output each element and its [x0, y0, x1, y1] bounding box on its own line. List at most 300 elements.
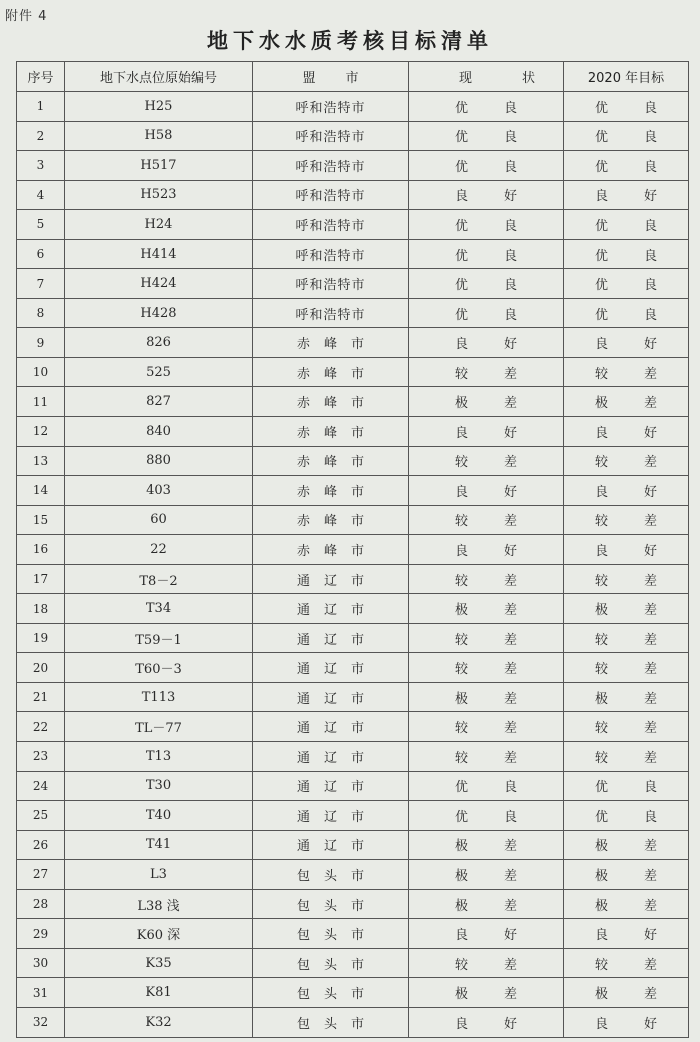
- cell-city: 呼和浩特市: [295, 100, 366, 116]
- cell-city-wrap: [253, 594, 409, 624]
- cell-status: [409, 446, 564, 476]
- cell-target-char: 差: [644, 987, 658, 1003]
- cell-target: [564, 682, 689, 712]
- cell-status-char: 良: [454, 425, 468, 441]
- cell-target: [564, 180, 689, 210]
- cell-no: 11: [17, 387, 65, 417]
- cell-target: [564, 505, 689, 535]
- cell-target-char: 差: [644, 632, 658, 648]
- cell-target-char: 较: [594, 455, 608, 471]
- cell-status: [409, 682, 564, 712]
- cell-city: 赤峰市: [296, 514, 378, 530]
- cell-city-wrap: [253, 446, 409, 476]
- cell-status-char: 良: [454, 337, 468, 353]
- cell-no: 20: [17, 653, 65, 683]
- table-row: [17, 919, 689, 949]
- cell-city: 通辽市: [296, 809, 378, 825]
- table-row: [17, 978, 689, 1008]
- cell-city-wrap: [253, 1007, 409, 1037]
- cell-no: 7: [17, 269, 65, 299]
- table-row: [17, 446, 689, 476]
- cell-target: [564, 1007, 689, 1037]
- cell-status-char: 优: [454, 780, 468, 796]
- cell-status-char: 优: [454, 100, 468, 116]
- cell-city-wrap: [253, 623, 409, 653]
- cell-status-char: 好: [504, 189, 518, 205]
- cell-status-char: 良: [504, 100, 518, 116]
- cell-city-wrap: [253, 978, 409, 1008]
- cell-city: 通辽市: [296, 632, 378, 648]
- cell-status-char: 优: [454, 159, 468, 175]
- cell-target-char: 良: [594, 425, 608, 441]
- cell-status: [409, 742, 564, 772]
- cell-code: H24: [65, 210, 253, 240]
- cell-code: L38 浅: [65, 889, 253, 919]
- cell-target: [564, 594, 689, 624]
- cell-target-char: 极: [594, 396, 608, 412]
- table-row: [17, 328, 689, 358]
- cell-city: 赤峰市: [296, 366, 378, 382]
- cell-status: [409, 653, 564, 683]
- cell-city-wrap: [253, 682, 409, 712]
- cell-target-char: 较: [594, 632, 608, 648]
- cell-no: 1: [17, 92, 65, 122]
- cell-status: [409, 357, 564, 387]
- cell-city: 赤峰市: [296, 337, 378, 353]
- cell-target: [564, 269, 689, 299]
- cell-city-wrap: [253, 742, 409, 772]
- cell-status-char: 良: [504, 248, 518, 264]
- cell-status: [409, 417, 564, 447]
- cell-status: [409, 505, 564, 535]
- cell-target-char: 优: [594, 100, 608, 116]
- cell-status-char: 差: [504, 662, 518, 678]
- cell-target: [564, 978, 689, 1008]
- cell-target-char: 差: [644, 868, 658, 884]
- cell-status-char: 差: [504, 898, 518, 914]
- cell-status-char: 良: [504, 809, 518, 825]
- cell-city-wrap: [253, 889, 409, 919]
- cell-target: [564, 623, 689, 653]
- cell-code: T8－2: [65, 564, 253, 594]
- cell-code: T13: [65, 742, 253, 772]
- cell-city-wrap: [253, 653, 409, 683]
- cell-status-char: 良: [504, 780, 518, 796]
- cell-status: [409, 948, 564, 978]
- cell-code: TL－77: [65, 712, 253, 742]
- table-row: [17, 860, 689, 890]
- cell-target-char: 差: [644, 750, 658, 766]
- cell-code: T34: [65, 594, 253, 624]
- table-row: [17, 357, 689, 387]
- cell-status-char: 差: [504, 514, 518, 530]
- cell-city: 呼和浩特市: [295, 130, 366, 146]
- cell-status-char: 良: [454, 189, 468, 205]
- cell-city: 赤峰市: [296, 396, 378, 412]
- table-row: [17, 742, 689, 772]
- cell-no: 6: [17, 239, 65, 269]
- cell-status: [409, 210, 564, 240]
- cell-no: 25: [17, 801, 65, 831]
- cell-city: 通辽市: [296, 691, 378, 707]
- cell-city-wrap: [253, 535, 409, 565]
- cell-status-char: 极: [454, 691, 468, 707]
- cell-city-wrap: [253, 830, 409, 860]
- cell-target: [564, 801, 689, 831]
- cell-city-wrap: [253, 239, 409, 269]
- cell-target-char: 良: [644, 780, 658, 796]
- cell-status-char: 好: [504, 1016, 518, 1032]
- cell-city: 包头市: [296, 1016, 378, 1032]
- cell-status-char: 极: [454, 603, 468, 619]
- cell-target-char: 良: [644, 809, 658, 825]
- cell-target-char: 好: [644, 425, 658, 441]
- cell-target-char: 优: [594, 130, 608, 146]
- cell-target: [564, 564, 689, 594]
- cell-status-char: 差: [504, 603, 518, 619]
- cell-status-char: 较: [454, 750, 468, 766]
- cell-code: 840: [65, 417, 253, 447]
- cell-status: [409, 860, 564, 890]
- cell-code: 60: [65, 505, 253, 535]
- cell-target-char: 好: [644, 484, 658, 500]
- cell-status-char: 好: [504, 928, 518, 944]
- header-no: 序号: [17, 62, 65, 92]
- cell-target-char: 差: [644, 603, 658, 619]
- table-row: [17, 682, 689, 712]
- cell-city-wrap: [253, 564, 409, 594]
- groundwater-target-table: [16, 61, 689, 1038]
- cell-status-char: 较: [454, 573, 468, 589]
- table-row: [17, 564, 689, 594]
- table-row: [17, 830, 689, 860]
- cell-no: 15: [17, 505, 65, 535]
- table-row: [17, 151, 689, 181]
- cell-target: [564, 889, 689, 919]
- cell-target-char: 优: [594, 159, 608, 175]
- cell-city-wrap: [253, 269, 409, 299]
- cell-status-char: 差: [504, 632, 518, 648]
- cell-status-char: 好: [504, 425, 518, 441]
- cell-target-char: 良: [644, 159, 658, 175]
- cell-status: [409, 712, 564, 742]
- cell-target-char: 良: [594, 337, 608, 353]
- cell-target-char: 差: [644, 573, 658, 589]
- cell-target: [564, 239, 689, 269]
- cell-status: [409, 978, 564, 1008]
- cell-target: [564, 742, 689, 772]
- cell-city: 通辽市: [296, 573, 378, 589]
- cell-city: 呼和浩特市: [295, 218, 366, 234]
- cell-target: [564, 653, 689, 683]
- cell-status: [409, 328, 564, 358]
- cell-status-char: 好: [504, 337, 518, 353]
- cell-status-char: 差: [504, 868, 518, 884]
- cell-target-char: 差: [644, 898, 658, 914]
- cell-city: 通辽市: [296, 721, 378, 737]
- cell-no: 2: [17, 121, 65, 151]
- table-row: [17, 771, 689, 801]
- cell-no: 4: [17, 180, 65, 210]
- cell-status-char: 良: [504, 307, 518, 323]
- cell-status-char: 优: [454, 809, 468, 825]
- cell-status-char: 差: [504, 957, 518, 973]
- cell-target-char: 极: [594, 839, 608, 855]
- document-title: 地下水水质考核目标清单: [207, 29, 493, 53]
- table-row: [17, 239, 689, 269]
- cell-status: [409, 298, 564, 328]
- cell-city: 赤峰市: [296, 543, 378, 559]
- cell-code: H517: [65, 151, 253, 181]
- cell-target: [564, 417, 689, 447]
- cell-code: 22: [65, 535, 253, 565]
- cell-city-wrap: [253, 771, 409, 801]
- cell-no: 30: [17, 948, 65, 978]
- cell-city: 包头市: [296, 987, 378, 1003]
- cell-status: [409, 771, 564, 801]
- cell-no: 14: [17, 476, 65, 506]
- table-row: [17, 387, 689, 417]
- cell-target: [564, 535, 689, 565]
- cell-status-char: 良: [454, 1016, 468, 1032]
- cell-status-char: 优: [454, 278, 468, 294]
- cell-target: [564, 328, 689, 358]
- cell-no: 9: [17, 328, 65, 358]
- cell-code: H58: [65, 121, 253, 151]
- cell-code: H424: [65, 269, 253, 299]
- cell-status-char: 良: [504, 130, 518, 146]
- cell-target-char: 良: [644, 130, 658, 146]
- cell-city-wrap: [253, 328, 409, 358]
- cell-target: [564, 476, 689, 506]
- cell-no: 27: [17, 860, 65, 890]
- cell-city-wrap: [253, 121, 409, 151]
- cell-city-wrap: [253, 180, 409, 210]
- cell-target-char: 较: [594, 366, 608, 382]
- attachment-label: 附件 4: [5, 9, 48, 24]
- cell-target: [564, 830, 689, 860]
- cell-status: [409, 889, 564, 919]
- cell-city: 包头市: [296, 898, 378, 914]
- cell-city-wrap: [253, 801, 409, 831]
- cell-target: [564, 151, 689, 181]
- cell-no: 22: [17, 712, 65, 742]
- cell-status-char: 较: [454, 662, 468, 678]
- cell-status-char: 极: [454, 396, 468, 412]
- table-row: [17, 121, 689, 151]
- cell-no: 18: [17, 594, 65, 624]
- cell-status-char: 差: [504, 839, 518, 855]
- cell-status-char: 良: [454, 484, 468, 500]
- cell-target-char: 较: [594, 662, 608, 678]
- cell-status: [409, 180, 564, 210]
- cell-target-char: 较: [594, 750, 608, 766]
- cell-code: 525: [65, 357, 253, 387]
- cell-target: [564, 298, 689, 328]
- cell-target: [564, 446, 689, 476]
- table-row: [17, 92, 689, 122]
- cell-city: 呼和浩特市: [295, 189, 366, 205]
- cell-city: 通辽市: [296, 839, 378, 855]
- cell-city-wrap: [253, 92, 409, 122]
- cell-target-char: 较: [594, 721, 608, 737]
- cell-code: 880: [65, 446, 253, 476]
- cell-no: 16: [17, 535, 65, 565]
- cell-status: [409, 239, 564, 269]
- cell-target-char: 差: [644, 396, 658, 412]
- cell-status-char: 良: [504, 218, 518, 234]
- cell-status-char: 好: [504, 484, 518, 500]
- cell-city-wrap: [253, 948, 409, 978]
- cell-city: 通辽市: [296, 750, 378, 766]
- cell-code: L3: [65, 860, 253, 890]
- cell-code: T41: [65, 830, 253, 860]
- cell-target: [564, 712, 689, 742]
- cell-city-wrap: [253, 712, 409, 742]
- cell-target-char: 好: [644, 928, 658, 944]
- cell-city: 通辽市: [296, 780, 378, 796]
- cell-target-char: 差: [644, 957, 658, 973]
- cell-target-char: 好: [644, 1016, 658, 1032]
- cell-city-wrap: [253, 476, 409, 506]
- cell-target-char: 差: [644, 455, 658, 471]
- table-row: [17, 535, 689, 565]
- cell-status-char: 较: [454, 366, 468, 382]
- cell-target-char: 良: [644, 100, 658, 116]
- cell-target-char: 极: [594, 868, 608, 884]
- cell-city: 呼和浩特市: [295, 278, 366, 294]
- cell-target-char: 良: [644, 218, 658, 234]
- table-row: [17, 594, 689, 624]
- cell-target-char: 优: [594, 307, 608, 323]
- cell-status-char: 良: [454, 928, 468, 944]
- header-city: 盟市: [253, 62, 409, 92]
- cell-city-wrap: [253, 210, 409, 240]
- cell-code: T30: [65, 771, 253, 801]
- cell-code: K35: [65, 948, 253, 978]
- table-row: [17, 269, 689, 299]
- cell-status: [409, 564, 564, 594]
- cell-code: K32: [65, 1007, 253, 1037]
- cell-status: [409, 535, 564, 565]
- cell-target-char: 较: [594, 957, 608, 973]
- cell-code: T60－3: [65, 653, 253, 683]
- cell-target-char: 良: [644, 248, 658, 264]
- cell-city-wrap: [253, 860, 409, 890]
- cell-target-char: 差: [644, 514, 658, 530]
- cell-status-char: 极: [454, 987, 468, 1003]
- cell-city: 包头市: [296, 868, 378, 884]
- cell-no: 26: [17, 830, 65, 860]
- cell-status: [409, 92, 564, 122]
- table-row: [17, 505, 689, 535]
- cell-status-char: 差: [504, 455, 518, 471]
- cell-city-wrap: [253, 298, 409, 328]
- cell-no: 13: [17, 446, 65, 476]
- cell-status: [409, 623, 564, 653]
- cell-city: 赤峰市: [296, 455, 378, 471]
- cell-target-char: 极: [594, 987, 608, 1003]
- cell-target-char: 良: [594, 543, 608, 559]
- cell-status-char: 较: [454, 957, 468, 973]
- cell-code: H523: [65, 180, 253, 210]
- cell-status: [409, 830, 564, 860]
- cell-code: 827: [65, 387, 253, 417]
- cell-code: K81: [65, 978, 253, 1008]
- cell-status-char: 较: [454, 455, 468, 471]
- cell-status-char: 良: [504, 159, 518, 175]
- table-row: [17, 653, 689, 683]
- cell-status-char: 优: [454, 130, 468, 146]
- cell-status: [409, 801, 564, 831]
- cell-no: 5: [17, 210, 65, 240]
- cell-target-char: 良: [644, 278, 658, 294]
- cell-status-char: 极: [454, 839, 468, 855]
- cell-target-char: 好: [644, 543, 658, 559]
- cell-code: H428: [65, 298, 253, 328]
- cell-no: 32: [17, 1007, 65, 1037]
- cell-status: [409, 594, 564, 624]
- table-row: [17, 180, 689, 210]
- cell-target-char: 优: [594, 278, 608, 294]
- cell-target: [564, 92, 689, 122]
- table-row: [17, 1007, 689, 1037]
- cell-status-char: 差: [504, 573, 518, 589]
- table-row: [17, 298, 689, 328]
- cell-no: 8: [17, 298, 65, 328]
- cell-status: [409, 151, 564, 181]
- cell-no: 19: [17, 623, 65, 653]
- cell-target-char: 优: [594, 809, 608, 825]
- cell-target: [564, 121, 689, 151]
- cell-no: 3: [17, 151, 65, 181]
- cell-city-wrap: [253, 151, 409, 181]
- cell-status-char: 差: [504, 366, 518, 382]
- cell-city: 呼和浩特市: [295, 307, 366, 323]
- cell-status: [409, 269, 564, 299]
- cell-no: 31: [17, 978, 65, 1008]
- cell-code: 403: [65, 476, 253, 506]
- cell-no: 28: [17, 889, 65, 919]
- cell-status-char: 差: [504, 721, 518, 737]
- cell-status-char: 差: [504, 987, 518, 1003]
- cell-target-char: 极: [594, 603, 608, 619]
- header-code: 地下水点位原始编号: [65, 62, 253, 92]
- cell-status-char: 较: [454, 514, 468, 530]
- table-row: [17, 889, 689, 919]
- cell-target-char: 良: [594, 1016, 608, 1032]
- cell-code: 826: [65, 328, 253, 358]
- table-row: [17, 801, 689, 831]
- cell-target: [564, 771, 689, 801]
- cell-city: 呼和浩特市: [295, 159, 366, 175]
- cell-status: [409, 919, 564, 949]
- cell-city: 赤峰市: [296, 425, 378, 441]
- cell-no: 17: [17, 564, 65, 594]
- cell-status-char: 差: [504, 750, 518, 766]
- cell-status: [409, 476, 564, 506]
- cell-status-char: 差: [504, 396, 518, 412]
- cell-target: [564, 948, 689, 978]
- cell-code: T40: [65, 801, 253, 831]
- cell-no: 10: [17, 357, 65, 387]
- cell-target-char: 较: [594, 514, 608, 530]
- cell-no: 12: [17, 417, 65, 447]
- cell-target-char: 差: [644, 662, 658, 678]
- cell-target: [564, 357, 689, 387]
- cell-status-char: 较: [454, 721, 468, 737]
- cell-city: 通辽市: [296, 662, 378, 678]
